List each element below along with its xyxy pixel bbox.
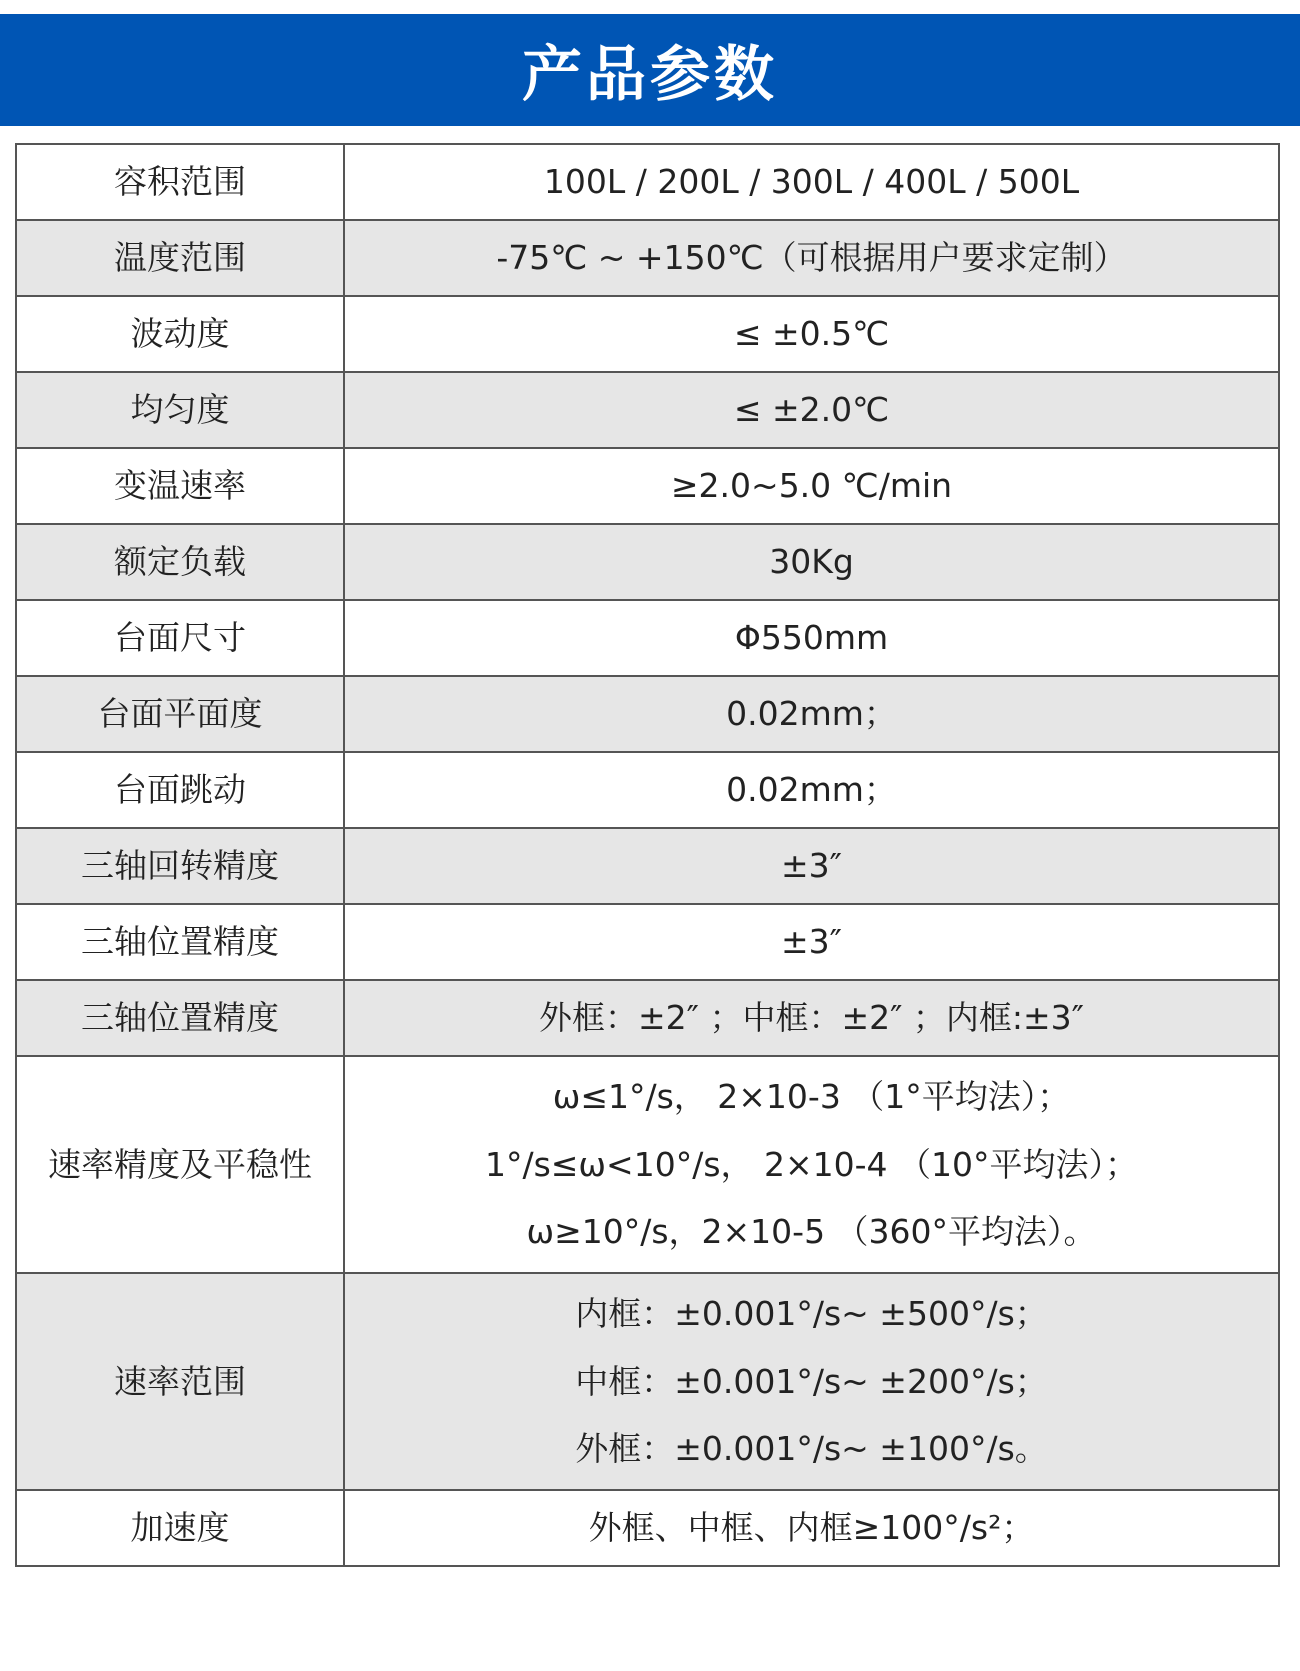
spec-row <box>16 676 1279 752</box>
spec-row <box>16 524 1279 600</box>
spec-label: 均匀度 <box>16 372 344 448</box>
spec-value <box>344 524 1279 600</box>
spec-value-line: 1°/s≤ω<10°/s， 2×10-4 （10°平均法）； <box>484 1144 1139 1184</box>
page-title: 产品参数 <box>522 40 778 110</box>
spec-row <box>16 828 1279 904</box>
spec-value-line: ≤ ±0.5℃ <box>733 314 890 354</box>
spec-label: 容积范围 <box>16 144 344 220</box>
spec-value <box>344 676 1279 752</box>
spec-value-line: 外框：±2″ ；中框：±2″ ；内框:±3″ <box>538 998 1084 1038</box>
spec-row <box>16 448 1279 524</box>
spec-label: 波动度 <box>16 296 344 372</box>
spec-row <box>16 372 1279 448</box>
spec-value-line: ≤ ±2.0℃ <box>733 390 890 430</box>
spec-value-line: Φ550mm <box>734 618 889 658</box>
spec-label: 台面尺寸 <box>16 600 344 676</box>
spec-row <box>16 220 1279 296</box>
spec-value-line: 30Kg <box>769 542 854 582</box>
spec-row <box>16 1056 1279 1273</box>
spec-value <box>344 904 1279 980</box>
spec-value <box>344 144 1279 220</box>
spec-value-line: -75℃ ~ +150℃（可根据用户要求定制） <box>496 238 1127 278</box>
spec-label: 三轴回转精度 <box>16 828 344 904</box>
spec-value <box>344 752 1279 828</box>
spec-value <box>344 220 1279 296</box>
spec-value-line: ω≤1°/s， 2×10-3 （1°平均法）； <box>552 1077 1071 1117</box>
spec-value-line: ±3″ <box>781 922 842 962</box>
spec-row <box>16 144 1279 220</box>
spec-value-line: 中框：±0.001°/s~ ±200°/s； <box>575 1361 1048 1401</box>
spec-value <box>344 980 1279 1056</box>
spec-value-line: 0.02mm； <box>726 770 897 810</box>
spec-label: 速率精度及平稳性 <box>16 1056 344 1273</box>
spec-label: 台面跳动 <box>16 752 344 828</box>
spec-value-line: 外框、中框、内框≥100°/s²； <box>588 1508 1035 1548</box>
spec-label: 速率范围 <box>16 1273 344 1490</box>
spec-label: 温度范围 <box>16 220 344 296</box>
spec-label: 三轴位置精度 <box>16 980 344 1056</box>
spec-row <box>16 1490 1279 1566</box>
header-banner <box>0 14 1300 126</box>
spec-row <box>16 600 1279 676</box>
spec-label: 加速度 <box>16 1490 344 1566</box>
spec-value <box>344 448 1279 524</box>
spec-value <box>344 600 1279 676</box>
spec-label: 三轴位置精度 <box>16 904 344 980</box>
spec-label: 额定负载 <box>16 524 344 600</box>
spec-value-line: ω≥10°/s，2×10-5 （360°平均法）。 <box>526 1212 1097 1252</box>
spec-value <box>344 372 1279 448</box>
spec-table-body <box>16 144 1279 1566</box>
spec-value <box>344 296 1279 372</box>
spec-row <box>16 296 1279 372</box>
spec-value <box>344 1273 1279 1490</box>
spec-value-line: 外框：±0.001°/s~ ±100°/s。 <box>575 1429 1048 1469</box>
spec-row <box>16 904 1279 980</box>
spec-row <box>16 752 1279 828</box>
spec-label: 台面平面度 <box>16 676 344 752</box>
spec-value-line: ±3″ <box>781 846 842 886</box>
spec-value-line: 内框：±0.001°/s~ ±500°/s； <box>575 1294 1048 1334</box>
spec-value <box>344 1056 1279 1273</box>
spec-row <box>16 980 1279 1056</box>
spec-label: 变温速率 <box>16 448 344 524</box>
spec-value <box>344 1490 1279 1566</box>
spec-value-line: ≥2.0~5.0 ℃/min <box>670 466 953 506</box>
spec-value-line: 0.02mm； <box>726 694 897 734</box>
spec-value <box>344 828 1279 904</box>
spec-row <box>16 1273 1279 1490</box>
spec-value-line: 100L / 200L / 300L / 400L / 500L <box>543 162 1080 202</box>
spec-table <box>15 143 1280 1567</box>
